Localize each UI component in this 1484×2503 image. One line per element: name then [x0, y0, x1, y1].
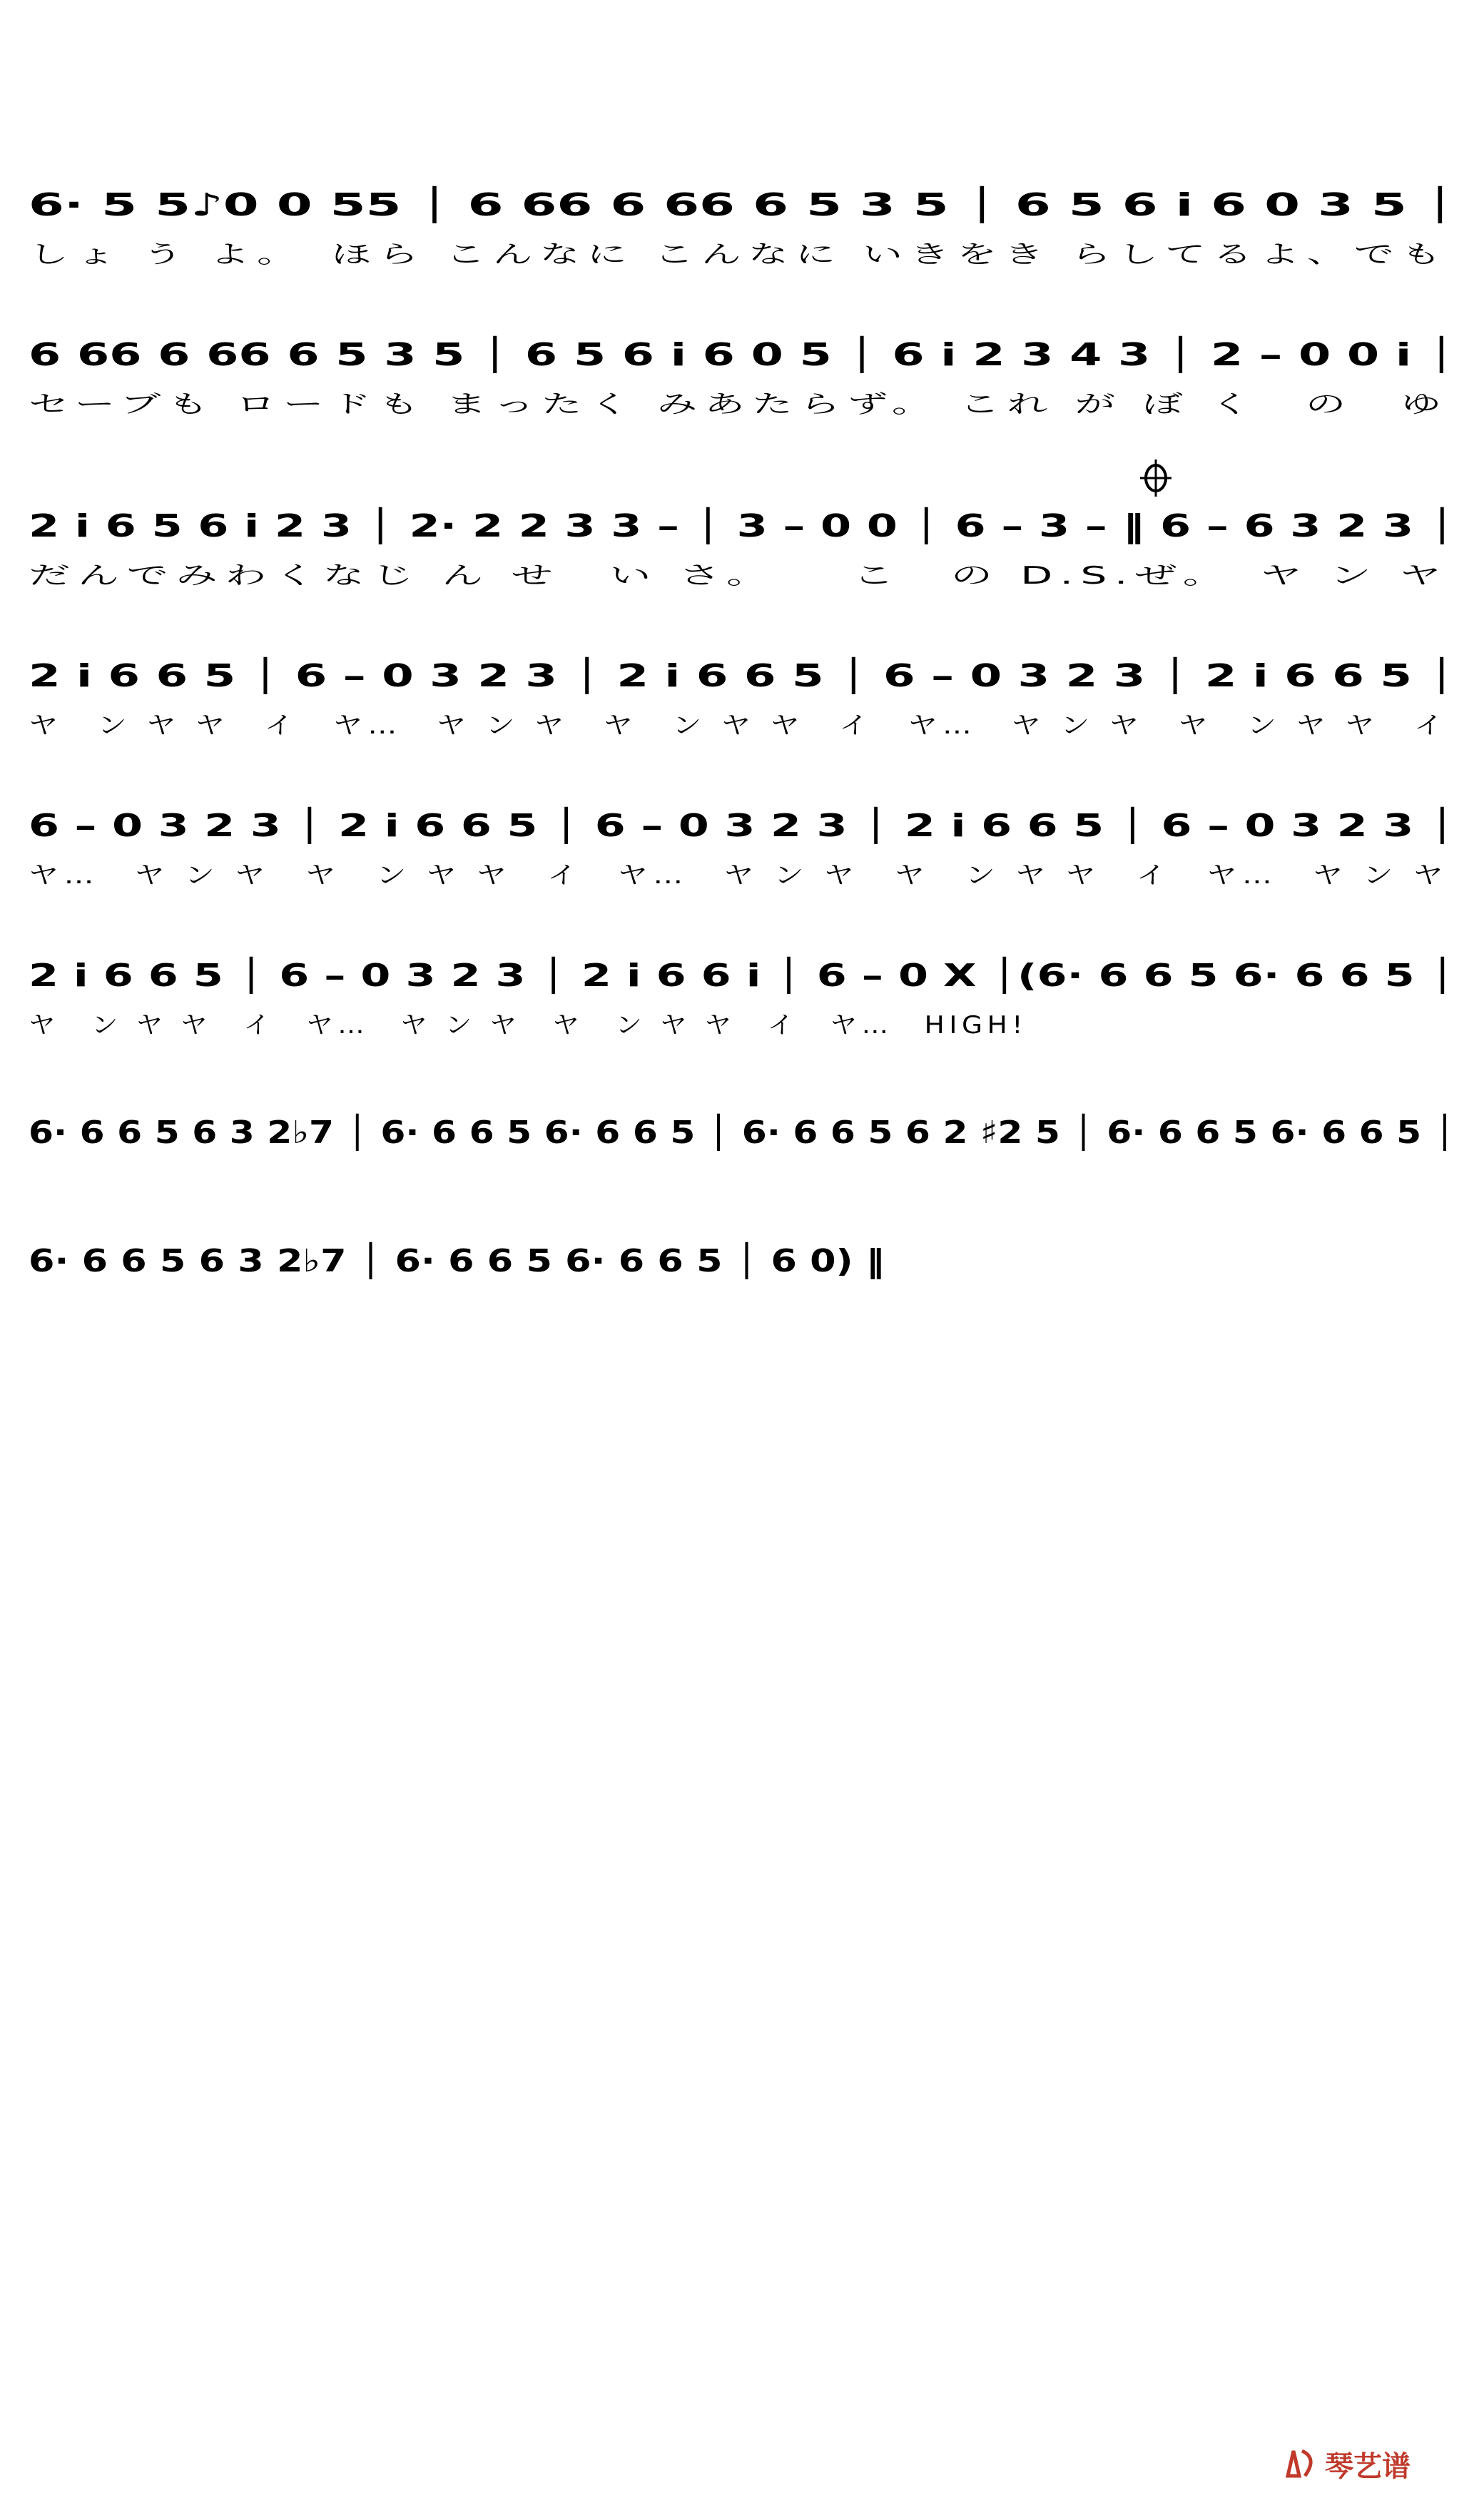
lyrics-text: ヤ… ヤ ン ヤ ヤ ン ヤ ヤ イ ヤ… ヤ ン ヤ ヤ ン ヤ ヤ イ ヤ… ヤ ン ヤ: [29, 861, 1448, 890]
notes-text: 6 66 6 66 6 5 3 5 │ 6 5 6 i 6 0 5 │ 6 i 2 3 4 3 │ 2 – 0 0 i │: [29, 337, 994, 373]
notes-text: 2 i 6 6 5 │ 6 – 0 3 2 3 │ 2 i 6 6 i │ 6 – 0 X │(6· 6 6 5 6· 6 6 5 │: [29, 958, 1069, 994]
notes-line-7: [29, 1099, 1463, 1163]
notes-line-5: [29, 792, 1463, 856]
lyrics-text: しょ う よ。 ほら こんなに こんなに いきをき らしてるよ、でも: [29, 240, 1449, 269]
lyrics-line-2: [29, 384, 1463, 427]
notes-line-8: [29, 1227, 1463, 1291]
watermark-logo: [1281, 2440, 1459, 2490]
lyrics-text: ヤ ン ヤ ヤ イ ヤ… ヤ ン ヤ ヤ ン ヤ ヤ イ ヤ… HIGH!: [29, 1011, 1027, 1040]
lyrics-line-4: [29, 705, 1463, 748]
notes-text: 6· 6 6 5 6 3 2♭7 │ 6· 6 6 5 6· 6 6 5 │ 6· 6 6 5 6 2 ♯2 5 │ 6· 6 6 5 6· 6 6 5 │: [29, 1115, 1276, 1151]
lyrics-line-1: [29, 234, 1463, 277]
notes-text: 2 i 6 5 6 i 2 3 │ 2· 2 2 3 3 – │ 3 – 0 0 │ 6 – 3 – ‖ 6 – 6 3 2 3 │: [29, 508, 1040, 544]
lyrics-text: セーブも ロードも まったく みあたらず。 これ が ぼ く の ゆ: [29, 390, 1448, 419]
notes-text: 2 i 6 6 5 │ 6 – 0 3 2 3 │ 2 i 6 6 5 │ 6 – 0 3 2 3 │ 2 i 6 6 5 │: [29, 658, 1007, 694]
notes-line-4: [29, 642, 1463, 706]
notes-text: 6 – 0 3 2 3 │ 2 i 6 6 5 │ 6 – 0 3 2 3 │ 2 i 6 6 5 │ 6 – 0 3 2 3 │: [29, 808, 1044, 844]
lyrics-line-3: [29, 555, 1463, 598]
lyrics-text: だんでみわくなじ ん せ い さ。 こ の D.S.ぜ。 ヤ ン ヤ: [29, 562, 1448, 590]
lyrics-line-6: [29, 1005, 1463, 1047]
notes-line-1: [29, 171, 1463, 235]
notes-line-6: [29, 942, 1463, 1006]
watermark-icon: [1281, 2440, 1459, 2490]
coda-icon: [1134, 457, 1177, 499]
notes-text: 6· 5 5♪0 0 55 │ 6 66 6 66 6 5 3 5 │ 6 5 6 i 6 0 3 5 │: [29, 187, 904, 223]
notes-line-2: [29, 321, 1463, 385]
notes-line-3: [29, 492, 1463, 557]
watermark-text: 琴艺谱: [1325, 2450, 1411, 2483]
notes-text: 6· 6 6 5 6 3 2♭7 │ 6· 6 6 5 6· 6 6 5 │ 6 0) ‖: [29, 1243, 748, 1279]
lyrics-text: ヤ ン ヤ ヤ イ ヤ… ヤ ン ヤ ヤ ン ヤ ヤ イ ヤ… ヤ ン ヤ ヤ ン ヤ ヤ イ: [29, 711, 1449, 740]
lyrics-line-5: [29, 855, 1463, 898]
coda-mark: [1134, 457, 1177, 499]
